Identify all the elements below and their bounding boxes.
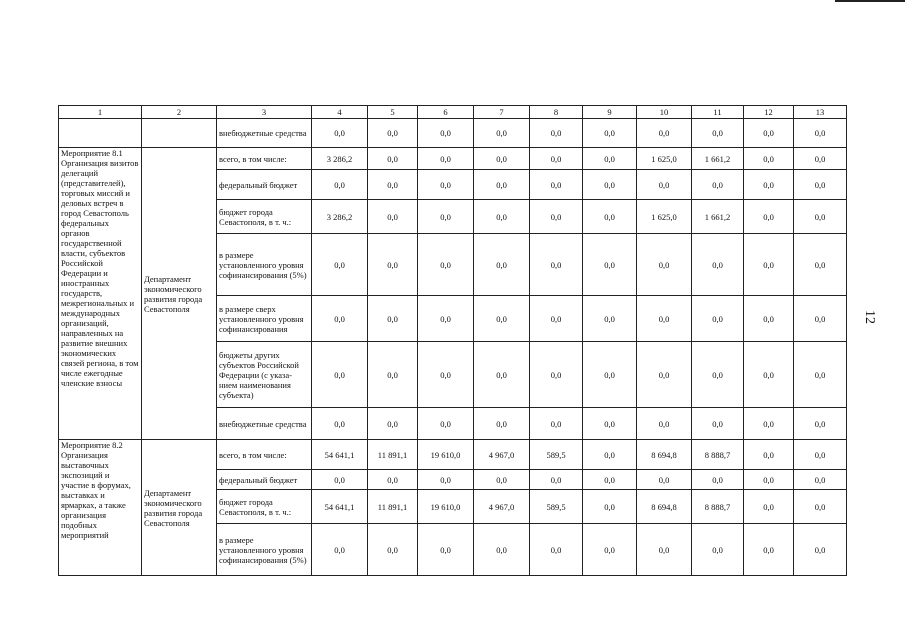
header-cell: 6 bbox=[418, 106, 474, 119]
value-cell: 0,0 bbox=[530, 524, 583, 576]
value-cell: 8 694,8 bbox=[637, 440, 692, 470]
value-cell: 0,0 bbox=[637, 408, 692, 440]
value-cell: 0,0 bbox=[744, 408, 794, 440]
value-cell: 0,0 bbox=[312, 470, 368, 490]
source-label: внебюджетные средства bbox=[217, 119, 312, 148]
value-cell: 0,0 bbox=[744, 200, 794, 234]
value-cell: 0,0 bbox=[794, 490, 847, 524]
value-cell: 0,0 bbox=[794, 170, 847, 200]
value-cell: 0,0 bbox=[418, 234, 474, 296]
source-label: в размере сверх установленного уровня софинансирования bbox=[217, 296, 312, 342]
source-label: федеральный бюджет bbox=[217, 170, 312, 200]
header-cell: 13 bbox=[794, 106, 847, 119]
value-cell: 0,0 bbox=[418, 342, 474, 408]
value-cell: 0,0 bbox=[418, 119, 474, 148]
value-cell: 0,0 bbox=[794, 408, 847, 440]
page-number: 12 bbox=[862, 310, 877, 324]
value-cell: 0,0 bbox=[637, 524, 692, 576]
value-cell: 0,0 bbox=[692, 170, 744, 200]
value-cell: 0,0 bbox=[744, 342, 794, 408]
value-cell: 0,0 bbox=[418, 148, 474, 170]
value-cell: 0,0 bbox=[474, 119, 530, 148]
value-cell: 0,0 bbox=[583, 408, 637, 440]
header-cell: 5 bbox=[368, 106, 418, 119]
value-cell: 0,0 bbox=[368, 200, 418, 234]
value-cell: 0,0 bbox=[418, 408, 474, 440]
value-cell: 54 641,1 bbox=[312, 440, 368, 470]
source-label: федеральный бюджет bbox=[217, 470, 312, 490]
value-cell: 0,0 bbox=[418, 170, 474, 200]
value-cell: 0,0 bbox=[418, 524, 474, 576]
value-cell: 0,0 bbox=[794, 524, 847, 576]
source-label: всего, в том числе: bbox=[217, 440, 312, 470]
value-cell: 19 610,0 bbox=[418, 440, 474, 470]
value-cell: 0,0 bbox=[474, 148, 530, 170]
executor-name: Департамент экономического развития города Севастополя bbox=[142, 440, 217, 576]
value-cell: 0,0 bbox=[583, 470, 637, 490]
header-cell: 7 bbox=[474, 106, 530, 119]
value-cell: 0,0 bbox=[530, 296, 583, 342]
header-cell: 3 bbox=[217, 106, 312, 119]
value-cell: 0,0 bbox=[474, 296, 530, 342]
value-cell: 8 694,8 bbox=[637, 490, 692, 524]
value-cell: 0,0 bbox=[583, 200, 637, 234]
value-cell: 3 286,2 bbox=[312, 148, 368, 170]
value-cell: 0,0 bbox=[744, 470, 794, 490]
value-cell: 11 891,1 bbox=[368, 490, 418, 524]
value-cell: 0,0 bbox=[692, 234, 744, 296]
value-cell: 0,0 bbox=[794, 200, 847, 234]
value-cell: 0,0 bbox=[474, 342, 530, 408]
value-cell: 0,0 bbox=[794, 148, 847, 170]
source-label: всего, в том числе: bbox=[217, 148, 312, 170]
value-cell: 0,0 bbox=[474, 408, 530, 440]
value-cell: 0,0 bbox=[368, 342, 418, 408]
value-cell: 0,0 bbox=[692, 408, 744, 440]
source-label: бюджеты других субъектов Российской Федерации (с указа-нием наименования субъекта) bbox=[217, 342, 312, 408]
value-cell: 8 888,7 bbox=[692, 440, 744, 470]
value-cell: 589,5 bbox=[530, 440, 583, 470]
value-cell: 589,5 bbox=[530, 490, 583, 524]
value-cell: 0,0 bbox=[637, 119, 692, 148]
source-label: внебюджетные средства bbox=[217, 408, 312, 440]
value-cell: 0,0 bbox=[583, 342, 637, 408]
value-cell: 0,0 bbox=[312, 170, 368, 200]
value-cell: 0,0 bbox=[368, 470, 418, 490]
value-cell: 0,0 bbox=[418, 470, 474, 490]
value-cell: 0,0 bbox=[583, 148, 637, 170]
table-row bbox=[59, 119, 847, 148]
value-cell: 4 967,0 bbox=[474, 440, 530, 470]
value-cell: 0,0 bbox=[368, 170, 418, 200]
value-cell: 0,0 bbox=[418, 296, 474, 342]
value-cell: 0,0 bbox=[368, 234, 418, 296]
value-cell: 0,0 bbox=[474, 170, 530, 200]
value-cell: 0,0 bbox=[692, 119, 744, 148]
value-cell: 0,0 bbox=[583, 234, 637, 296]
header-cell: 2 bbox=[142, 106, 217, 119]
value-cell: 0,0 bbox=[530, 148, 583, 170]
value-cell: 0,0 bbox=[368, 524, 418, 576]
value-cell: 1 661,2 bbox=[692, 200, 744, 234]
value-cell: 0,0 bbox=[530, 119, 583, 148]
value-cell: 0,0 bbox=[583, 170, 637, 200]
value-cell: 19 610,0 bbox=[418, 490, 474, 524]
value-cell: 0,0 bbox=[744, 234, 794, 296]
value-cell: 1 625,0 bbox=[637, 200, 692, 234]
measure-name: Мероприятие 8.1 Организация визитов делегаций (представителей), торговых миссий и деловых встреч в город Севастополь федеральных органов государственной власти, субъектов Российской Федерации и иностранных государств, межрегиональных и международных организаций, направленных на развитие внешних экономических связей региона, в том числе ежегодные членские взносы bbox=[59, 148, 142, 440]
value-cell: 0,0 bbox=[530, 470, 583, 490]
value-cell: 1 661,2 bbox=[692, 148, 744, 170]
value-cell: 0,0 bbox=[368, 296, 418, 342]
value-cell: 0,0 bbox=[530, 200, 583, 234]
top-rule bbox=[835, 0, 905, 2]
value-cell: 0,0 bbox=[744, 490, 794, 524]
value-cell: 0,0 bbox=[474, 234, 530, 296]
value-cell: 1 625,0 bbox=[637, 148, 692, 170]
header-cell: 9 bbox=[583, 106, 637, 119]
value-cell: 0,0 bbox=[744, 296, 794, 342]
header-cell: 8 bbox=[530, 106, 583, 119]
value-cell: 0,0 bbox=[744, 524, 794, 576]
value-cell: 0,0 bbox=[474, 524, 530, 576]
value-cell: 0,0 bbox=[692, 342, 744, 408]
value-cell: 3 286,2 bbox=[312, 200, 368, 234]
source-label: в размере установленного уровня софинансирования (5%) bbox=[217, 234, 312, 296]
value-cell: 0,0 bbox=[583, 490, 637, 524]
header-row bbox=[59, 106, 847, 119]
value-cell: 0,0 bbox=[744, 148, 794, 170]
table-row bbox=[59, 148, 847, 170]
value-cell: 0,0 bbox=[368, 408, 418, 440]
value-cell: 0,0 bbox=[794, 234, 847, 296]
value-cell: 0,0 bbox=[312, 234, 368, 296]
value-cell: 0,0 bbox=[744, 170, 794, 200]
value-cell: 0,0 bbox=[312, 119, 368, 148]
source-label: бюджет города Севастополя, в т. ч.: bbox=[217, 490, 312, 524]
header-cell: 11 bbox=[692, 106, 744, 119]
value-cell: 0,0 bbox=[368, 148, 418, 170]
value-cell: 0,0 bbox=[530, 342, 583, 408]
value-cell: 11 891,1 bbox=[368, 440, 418, 470]
value-cell: 4 967,0 bbox=[474, 490, 530, 524]
value-cell: 0,0 bbox=[794, 119, 847, 148]
value-cell: 0,0 bbox=[637, 342, 692, 408]
value-cell: 0,0 bbox=[312, 524, 368, 576]
executor-name: Департамент экономического развития города Севастополя bbox=[142, 148, 217, 440]
source-label: бюджет города Севастополя, в т. ч.: bbox=[217, 200, 312, 234]
value-cell: 8 888,7 bbox=[692, 490, 744, 524]
value-cell: 0,0 bbox=[312, 408, 368, 440]
value-cell: 0,0 bbox=[744, 119, 794, 148]
measure-name: Мероприятие 8.2 Организация выставочных экспозиций и участие в форумах, выставках и ярмарках, а также организация подобных мероприятий bbox=[59, 440, 142, 576]
value-cell: 0,0 bbox=[583, 119, 637, 148]
value-cell: 0,0 bbox=[530, 234, 583, 296]
header-cell: 10 bbox=[637, 106, 692, 119]
value-cell: 0,0 bbox=[637, 296, 692, 342]
value-cell: 54 641,1 bbox=[312, 490, 368, 524]
header-cell: 1 bbox=[59, 106, 142, 119]
empty-cell bbox=[142, 119, 217, 148]
value-cell: 0,0 bbox=[794, 342, 847, 408]
value-cell: 0,0 bbox=[692, 296, 744, 342]
value-cell: 0,0 bbox=[312, 342, 368, 408]
value-cell: 0,0 bbox=[583, 440, 637, 470]
funding-table bbox=[58, 105, 847, 576]
value-cell: 0,0 bbox=[794, 296, 847, 342]
value-cell: 0,0 bbox=[583, 296, 637, 342]
value-cell: 0,0 bbox=[637, 470, 692, 490]
value-cell: 0,0 bbox=[312, 296, 368, 342]
value-cell: 0,0 bbox=[794, 440, 847, 470]
value-cell: 0,0 bbox=[530, 170, 583, 200]
value-cell: 0,0 bbox=[474, 470, 530, 490]
value-cell: 0,0 bbox=[530, 408, 583, 440]
value-cell: 0,0 bbox=[368, 119, 418, 148]
table-row bbox=[59, 440, 847, 470]
value-cell: 0,0 bbox=[583, 524, 637, 576]
source-label: в размере установленного уровня софинансирования (5%) bbox=[217, 524, 312, 576]
value-cell: 0,0 bbox=[794, 470, 847, 490]
value-cell: 0,0 bbox=[637, 170, 692, 200]
value-cell: 0,0 bbox=[744, 440, 794, 470]
header-cell: 4 bbox=[312, 106, 368, 119]
value-cell: 0,0 bbox=[474, 200, 530, 234]
value-cell: 0,0 bbox=[637, 234, 692, 296]
value-cell: 0,0 bbox=[692, 524, 744, 576]
empty-cell bbox=[59, 119, 142, 148]
header-cell: 12 bbox=[744, 106, 794, 119]
value-cell: 0,0 bbox=[418, 200, 474, 234]
value-cell: 0,0 bbox=[692, 470, 744, 490]
table-body bbox=[59, 106, 847, 576]
